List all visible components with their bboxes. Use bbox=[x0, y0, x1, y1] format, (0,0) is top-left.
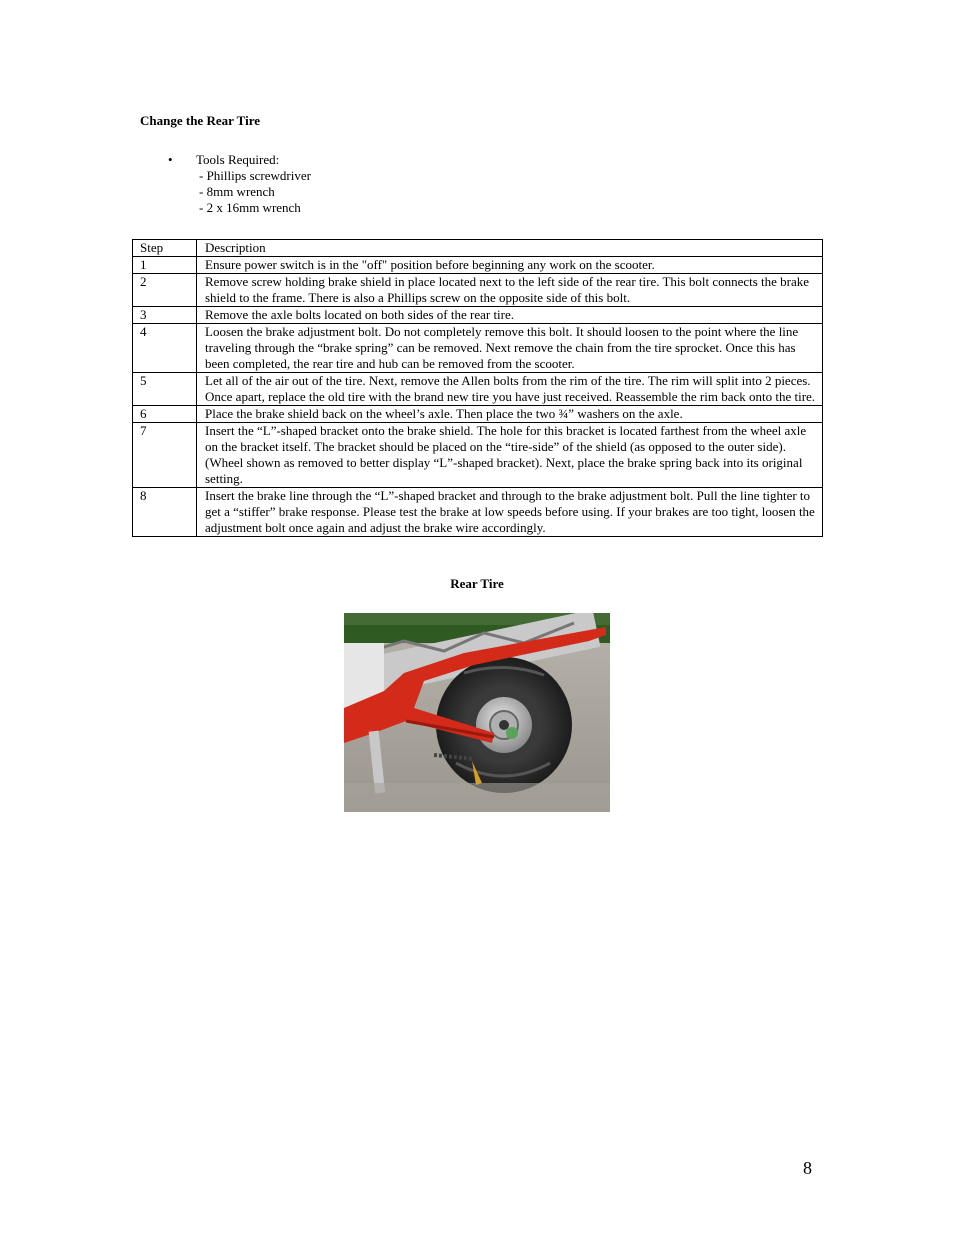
figure-caption: Rear Tire bbox=[450, 576, 504, 591]
table-row bbox=[133, 373, 823, 406]
tool-item: - 8mm wrench bbox=[199, 184, 275, 199]
step-number: 6 bbox=[133, 406, 197, 423]
step-description: Remove screw holding brake shield in place located next to the left side of the rear tire. This bolt connects the brake shield to the frame. There is also a Phillips screw on the opposite side of this bolt. bbox=[197, 274, 823, 307]
table-row bbox=[133, 423, 823, 488]
table-row bbox=[133, 406, 823, 423]
step-number: 7 bbox=[133, 423, 197, 488]
step-description: Loosen the brake adjustment bolt. Do not completely remove this bolt. It should loosen to the point where the line traveling through the “brake spring” can be removed. Next remove the chain from the tire sprocket. Once this has been completed, the rear tire and hub can be removed from the scooter. bbox=[197, 324, 823, 373]
tool-item: - 2 x 16mm wrench bbox=[199, 200, 301, 215]
step-number: 5 bbox=[133, 373, 197, 406]
tools-heading: Tools Required: bbox=[196, 152, 280, 167]
steps-table bbox=[132, 239, 823, 537]
step-description: Insert the “L”-shaped bracket onto the brake shield. The hole for this bracket is located farthest from the wheel axle on the bracket itself. The bracket should be placed on the “tire-side” of the shield (as opposed to the outer side). (Wheel shown as removed to better display “L”-shaped bracket). Next, place the brake spring back into its original setting. bbox=[197, 423, 823, 488]
header-step: Step bbox=[133, 240, 197, 257]
table-row bbox=[133, 274, 823, 307]
step-description: Ensure power switch is in the "off" position before beginning any work on the scooter. bbox=[197, 257, 823, 274]
section-title: Change the Rear Tire bbox=[140, 113, 261, 128]
step-description: Remove the axle bolts located on both sides of the rear tire. bbox=[197, 307, 823, 324]
step-number: 2 bbox=[133, 274, 197, 307]
green-cap bbox=[506, 727, 518, 739]
step-description: Insert the brake line through the “L”-shaped bracket and through to the brake adjustment bolt. Pull the line tighter to get a “stiffer” brake response. Please test the brake at low speeds before using. If your brakes are too tight, loosen the adjustment bolt once again and adjust the brake wire accordingly. bbox=[197, 488, 823, 537]
tools-list bbox=[168, 152, 311, 216]
step-description: Place the brake shield back on the wheel’s axle. Then place the two ¾” washers on the axle. bbox=[197, 406, 823, 423]
table-row bbox=[133, 488, 823, 537]
step-number: 3 bbox=[133, 307, 197, 324]
step-number: 4 bbox=[133, 324, 197, 373]
table-row bbox=[133, 307, 823, 324]
table-header-row bbox=[133, 240, 823, 257]
page-number: 8 bbox=[803, 1158, 812, 1178]
step-number: 1 bbox=[133, 257, 197, 274]
step-number: 8 bbox=[133, 488, 197, 537]
rear-tire-photo bbox=[344, 613, 610, 812]
header-description: Description bbox=[197, 240, 823, 257]
bullet-icon: • bbox=[168, 152, 173, 167]
tool-item: - Phillips screwdriver bbox=[199, 168, 311, 183]
tools-bullet bbox=[168, 152, 311, 168]
table-row bbox=[133, 324, 823, 373]
step-description: Let all of the air out of the tire. Next, remove the Allen bolts from the rim of the tire. The rim will split into 2 pieces. Once apart, replace the old tire with the brand new tire you have just received. Reassemble the rim back onto the tire. bbox=[197, 373, 823, 406]
table-row bbox=[133, 257, 823, 274]
